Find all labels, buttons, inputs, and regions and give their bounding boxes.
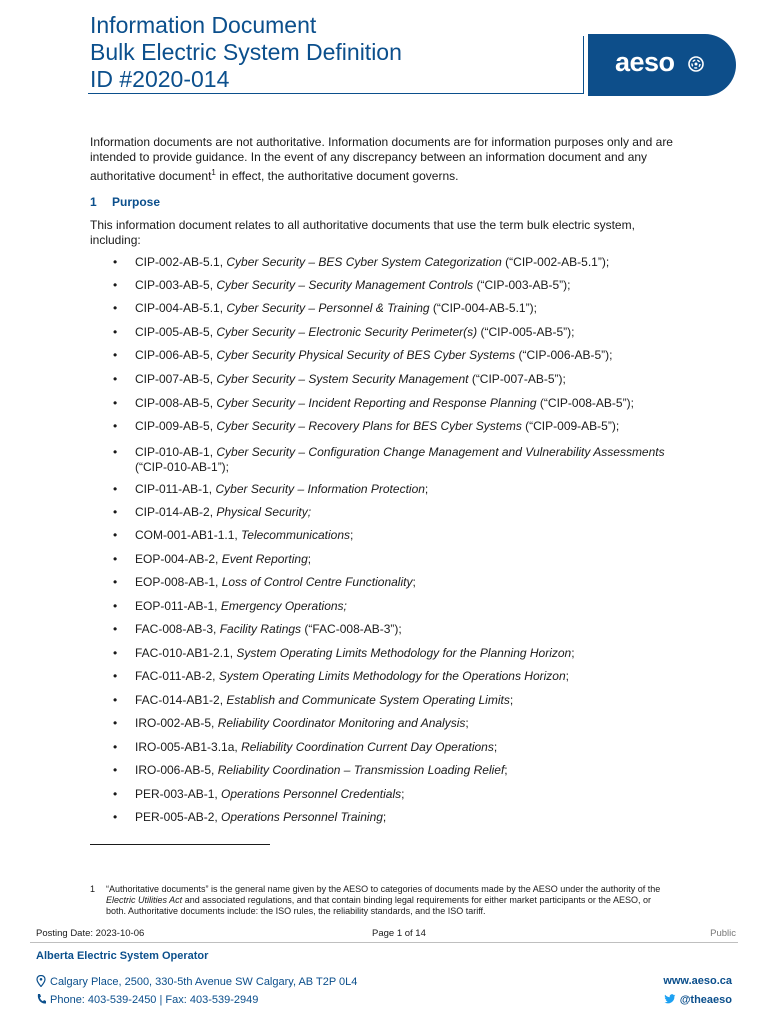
standard-title: System Operating Limits Methodology for the Operations Horizon bbox=[218, 669, 566, 683]
standard-code: CIP-006-AB-5, bbox=[135, 348, 217, 362]
list-item bbox=[113, 763, 675, 778]
phone-icon bbox=[36, 993, 46, 1005]
bullet-icon: • bbox=[113, 419, 118, 433]
footnote-rule bbox=[90, 844, 270, 845]
standard-short-name: (“CIP-004-AB-5.1”); bbox=[429, 301, 537, 315]
standard-code: CIP-004-AB-5.1, bbox=[135, 301, 227, 315]
standard-title: Telecommunications bbox=[241, 528, 350, 542]
logo-swirl-icon bbox=[688, 56, 704, 72]
standard-short-name: (“FAC-008-AB-3”); bbox=[301, 622, 402, 636]
standard-short-name: ; bbox=[401, 787, 405, 801]
standard-title: Operations Personnel Credentials bbox=[221, 787, 402, 801]
list-item bbox=[113, 301, 675, 316]
bullet-icon: • bbox=[113, 693, 118, 707]
aeso-logo bbox=[588, 34, 736, 96]
list-item bbox=[113, 575, 675, 590]
standard-short-name: ; bbox=[412, 575, 416, 589]
standard-code: EOP-008-AB-1, bbox=[135, 575, 222, 589]
list-item bbox=[113, 396, 675, 411]
location-pin-icon bbox=[36, 975, 46, 987]
standard-title: Cyber Security – Information Protection bbox=[215, 482, 425, 496]
header-divider bbox=[583, 36, 584, 94]
standard-short-name: ; bbox=[509, 693, 514, 707]
logo-text: aeso bbox=[615, 47, 675, 77]
standard-short-name: ; bbox=[350, 528, 354, 542]
standard-code: CIP-009-AB-5, bbox=[135, 419, 217, 433]
standard-code: EOP-004-AB-2, bbox=[135, 552, 222, 566]
bullet-icon: • bbox=[113, 278, 118, 292]
standard-short-name: (“CIP-007-AB-5”); bbox=[468, 372, 566, 386]
document-title bbox=[90, 12, 402, 93]
standard-code: FAC-014-AB1-2, bbox=[135, 693, 227, 707]
footnote-text-2: and associated regulations, and that contain binding legal requirements for either market participants or the AESO, or both. Authoritative documents include: the ISO rules, the reliability standards, and the ISO tariff. bbox=[106, 895, 651, 916]
list-item bbox=[113, 622, 675, 637]
intro-paragraph bbox=[90, 135, 680, 184]
standard-code: CIP-011-AB-1, bbox=[135, 482, 216, 496]
standard-short-name: (“CIP-002-AB-5.1”); bbox=[501, 255, 610, 269]
phone-fax bbox=[36, 993, 258, 1006]
list-item bbox=[113, 787, 675, 802]
page-meta bbox=[36, 928, 736, 942]
bullet-icon: • bbox=[113, 505, 118, 519]
bullet-icon: • bbox=[113, 325, 118, 339]
standard-title: Cyber Security – Recovery Plans for BES Cyber Systems bbox=[216, 419, 522, 433]
footer-rule bbox=[30, 942, 738, 943]
bullet-icon: • bbox=[113, 575, 118, 589]
intro-text-1: Information documents are not authoritative. Information documents are for information purposes only and are intended to provide guidance. In the event of any discrepancy between an information document and any authoritative document bbox=[90, 135, 673, 183]
address bbox=[36, 975, 357, 988]
bullet-icon: • bbox=[113, 787, 118, 801]
standard-code: CIP-003-AB-5, bbox=[135, 278, 217, 292]
standard-title: Reliability Coordination Current Day Operations bbox=[241, 740, 494, 754]
list-item bbox=[113, 552, 675, 567]
bullet-icon: • bbox=[113, 669, 118, 683]
standard-code: CIP-010-AB-1, bbox=[135, 445, 217, 459]
standard-short-name: ; bbox=[307, 552, 312, 566]
standard-title: Cyber Security – Personnel & Training bbox=[226, 301, 430, 315]
standard-short-name: ; bbox=[465, 716, 469, 730]
list-item bbox=[113, 255, 675, 270]
standard-short-name: (“CIP-008-AB-5”); bbox=[536, 396, 634, 410]
standard-code: IRO-006-AB-5, bbox=[135, 763, 218, 777]
phone-text: Phone: 403-539-2450 | Fax: 403-539-2949 bbox=[50, 994, 259, 1006]
bullet-icon: • bbox=[113, 445, 118, 459]
list-item bbox=[113, 278, 675, 293]
page-number: Page 1 of 14 bbox=[372, 928, 426, 939]
list-item bbox=[113, 599, 675, 614]
organization-name: Alberta Electric System Operator bbox=[36, 950, 209, 962]
section-number: 1 bbox=[90, 195, 97, 209]
list-item bbox=[113, 716, 675, 731]
standard-code: CIP-002-AB-5.1, bbox=[135, 255, 227, 269]
standard-title: Facility Ratings bbox=[219, 622, 302, 636]
standard-short-name: ; bbox=[504, 763, 508, 777]
standard-short-name: ; bbox=[493, 740, 498, 754]
title-line-1: Information Document bbox=[90, 12, 317, 38]
list-item bbox=[113, 669, 675, 684]
bullet-icon: • bbox=[113, 255, 118, 269]
standard-title: Operations Personnel Training bbox=[221, 810, 383, 824]
standard-title: Reliability Coordinator Monitoring and Analysis bbox=[217, 716, 466, 730]
section-intro: This information document relates to all authoritative documents that use the term bulk electric system, including: bbox=[90, 218, 635, 247]
standard-title: Cyber Security – Incident Reporting and Response Planning bbox=[216, 396, 537, 410]
standard-short-name: (“CIP-010-AB-1”); bbox=[135, 460, 230, 474]
standard-title: Cyber Security – System Security Management bbox=[216, 372, 469, 386]
standard-title: Cyber Security – Configuration Change Management and Vulnerability Assessments bbox=[216, 445, 665, 459]
list-item bbox=[113, 693, 675, 708]
footnote-ref[interactable]: 1 bbox=[211, 168, 216, 177]
standard-short-name: ; bbox=[571, 646, 575, 660]
standard-title: Physical Security; bbox=[216, 505, 312, 519]
bullet-icon: • bbox=[113, 599, 118, 613]
standard-short-name: (“CIP-006-AB-5”); bbox=[515, 348, 613, 362]
standard-title: Loss of Control Centre Functionality bbox=[221, 575, 413, 589]
bullet-icon: • bbox=[113, 482, 118, 496]
title-line-3: ID #2020-014 bbox=[90, 66, 230, 92]
list-item bbox=[113, 505, 675, 520]
standard-short-name: (“CIP-009-AB-5”); bbox=[521, 419, 620, 433]
list-item bbox=[113, 646, 675, 661]
bullet-icon: • bbox=[113, 740, 118, 754]
website-link[interactable]: www.aeso.ca bbox=[663, 975, 732, 987]
standard-code: FAC-011-AB-2, bbox=[135, 669, 219, 683]
standard-code: EOP-011-AB-1, bbox=[135, 599, 221, 613]
bullet-icon: • bbox=[113, 810, 118, 824]
standard-code: FAC-008-AB-3, bbox=[135, 622, 220, 636]
standard-code: CIP-005-AB-5, bbox=[135, 325, 217, 339]
bullet-icon: • bbox=[113, 552, 118, 566]
list-item bbox=[113, 419, 675, 434]
list-item bbox=[113, 740, 675, 755]
intro-text-2: in effect, the authoritative document governs. bbox=[215, 169, 459, 183]
twitter-text: @theaeso bbox=[679, 994, 732, 1006]
list-item bbox=[113, 445, 675, 475]
bullet-icon: • bbox=[113, 622, 118, 636]
standard-title: Emergency Operations; bbox=[220, 599, 347, 613]
standard-code: PER-005-AB-2, bbox=[135, 810, 222, 824]
bullet-icon: • bbox=[113, 301, 118, 315]
standard-code: IRO-005-AB1-3.1a, bbox=[135, 740, 242, 754]
standard-title: Cyber Security Physical Security of BES Cyber Systems bbox=[216, 348, 516, 362]
bullet-icon: • bbox=[113, 348, 118, 362]
standard-title: Cyber Security – BES Cyber System Categorization bbox=[226, 255, 502, 269]
footnote bbox=[90, 884, 662, 917]
title-line-2: Bulk Electric System Definition bbox=[90, 39, 402, 65]
standard-title: Cyber Security – Security Management Controls bbox=[216, 278, 474, 292]
section-title: Purpose bbox=[112, 195, 161, 209]
list-item bbox=[113, 810, 675, 825]
standard-title: System Operating Limits Methodology for the Planning Horizon bbox=[236, 646, 572, 660]
standard-title: Establish and Communicate System Operating Limits bbox=[226, 693, 510, 707]
standard-code: PER-003-AB-1, bbox=[135, 787, 222, 801]
footnote-act: Electric Utilities Act bbox=[106, 895, 183, 905]
bullet-icon: • bbox=[113, 528, 118, 542]
bullet-icon: • bbox=[113, 716, 118, 730]
standard-short-name: ; bbox=[382, 810, 387, 824]
standard-code: CIP-014-AB-2, bbox=[135, 505, 217, 519]
footnote-text-1: “Authoritative documents” is the general name given by the AESO to categories of documents made by the AESO under the authority of the bbox=[106, 884, 661, 894]
standard-short-name: (“CIP-005-AB-5”); bbox=[477, 325, 575, 339]
footnote-number: 1 bbox=[90, 884, 96, 894]
list-item bbox=[113, 528, 675, 543]
bullet-icon: • bbox=[113, 372, 118, 386]
standard-code: FAC-010-AB1-2.1, bbox=[135, 646, 237, 660]
address-text: Calgary Place, 2500, 330-5th Avenue SW Calgary, AB T2P 0L4 bbox=[50, 976, 358, 988]
bullet-icon: • bbox=[113, 396, 118, 410]
standard-title: Reliability Coordination – Transmission Loading Relief bbox=[217, 763, 505, 777]
bullet-icon: • bbox=[113, 763, 118, 777]
list-item bbox=[113, 348, 675, 363]
header-rule bbox=[88, 93, 583, 94]
classification-label: Public bbox=[710, 928, 736, 939]
standard-code: COM-001-AB1-1.1, bbox=[135, 528, 242, 542]
standard-short-name: (“CIP-003-AB-5”); bbox=[473, 278, 571, 292]
standard-short-name: ; bbox=[424, 482, 429, 496]
standard-code: CIP-007-AB-5, bbox=[135, 372, 217, 386]
bullet-icon: • bbox=[113, 646, 118, 660]
twitter-bird-icon bbox=[664, 993, 676, 1005]
posting-date: Posting Date: 2023-10-06 bbox=[36, 928, 145, 939]
list-item bbox=[113, 372, 675, 387]
standard-code: IRO-002-AB-5, bbox=[135, 716, 218, 730]
standard-short-name: ; bbox=[565, 669, 569, 683]
standard-title: Event Reporting bbox=[221, 552, 308, 566]
standard-code: CIP-008-AB-5, bbox=[135, 396, 217, 410]
twitter-handle[interactable] bbox=[664, 993, 732, 1006]
section-heading bbox=[90, 195, 160, 209]
list-item bbox=[113, 482, 675, 497]
list-item bbox=[113, 325, 675, 340]
standard-title: Cyber Security – Electronic Security Perimeter(s) bbox=[216, 325, 478, 339]
